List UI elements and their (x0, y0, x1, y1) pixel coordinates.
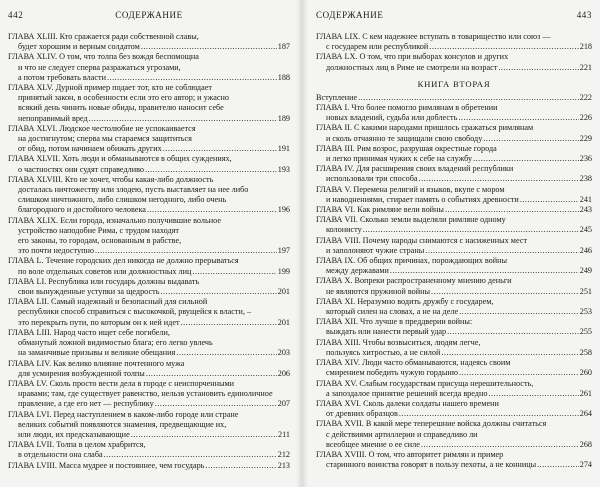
dot-leader (498, 63, 578, 73)
toc-entry-last-line (316, 195, 592, 205)
toc-entry-page-number: 253 (579, 307, 592, 317)
toc-entry-title-line: ГЛАВА XVIII. О том, что авторитет римлян и пример (316, 449, 504, 459)
dot-leader (181, 318, 277, 328)
right-toc-list-book-one (316, 32, 592, 73)
toc-entry-title-line: ГЛАВА XVII. В какой мере теперешние войска должны считаться (316, 419, 547, 429)
toc-entry-last-line (316, 266, 592, 276)
toc-entry (8, 175, 290, 216)
toc-entry-page-number: 213 (277, 460, 290, 470)
toc-entry-title-line: ГЛАВА XIII. Чтобы возвыситься, людям легче, (316, 337, 481, 347)
toc-entry-title-line: ГЛАВА XLIX. Если города, изначально получившие вольное (8, 215, 221, 225)
toc-entry-title-line: ГЛАВА I. Что более помогло римлянам в обретении (316, 103, 498, 113)
toc-entry-title-line: ГЛАВА LVIII. Масса мудрее и постояннее, чем государь (8, 460, 205, 470)
dot-leader (431, 287, 579, 297)
dot-leader (163, 144, 277, 154)
toc-entry-page-number: 201 (277, 287, 290, 297)
toc-entry-title-line: ГЛАВА XIV. Люди часто обманываются, надеясь своим (316, 358, 511, 368)
toc-entry-title-line: ГЛАВА LX. О том, что при выборах консулов и других (316, 52, 509, 62)
dot-leader (421, 440, 579, 450)
toc-entry (8, 52, 290, 83)
left-page-number: 442 (8, 10, 24, 20)
toc-entry-title-line: для усмирения возбужденной толпы (18, 368, 145, 378)
left-running-title: СОДЕРЖАНИЕ (115, 10, 183, 20)
dot-leader (146, 369, 277, 379)
toc-entry-page-number: 260 (579, 368, 592, 378)
toc-entry-last-line (316, 42, 592, 52)
toc-entry (316, 256, 592, 276)
toc-entry-last-line (316, 327, 592, 337)
toc-entry (316, 450, 592, 470)
toc-entry-title-line: ГЛАВА XLVI. Людское честолюбие не успокаивается (8, 123, 196, 133)
toc-entry-title-line: досталась ничтожеству или злодею, пусть выставляет на нее либо (18, 185, 249, 195)
dot-leader (445, 205, 579, 215)
toc-entry-title-line: и что не следует сперва разражаться угрозами, (18, 62, 181, 72)
toc-entry-page-number: 261 (579, 388, 592, 398)
toc-entry-title-line: и наводнениями, стирает память о событиях древности (326, 194, 519, 204)
toc-entry (316, 103, 592, 123)
toc-entry-last-line (8, 42, 290, 52)
toc-entry-last-line (8, 348, 290, 358)
toc-entry-page-number: 191 (277, 144, 290, 154)
dot-leader (363, 225, 579, 235)
toc-entry-title-line: на достигнутом; сперва мы стараемся защититься (18, 134, 192, 144)
toc-entry-last-line (316, 93, 592, 103)
toc-entry-title-line: ГЛАВА XVI. Сколь далеки солдаты нашего времени (316, 398, 499, 408)
toc-entry-title-line: свои вынужденные уступки за щедрость (18, 287, 160, 297)
toc-entry-title-line: и легко принимая чужих к себе на службу (326, 154, 473, 164)
toc-entry-page-number: 229 (579, 133, 592, 143)
dot-leader (520, 195, 579, 205)
toc-entry-title-line: ГЛАВА LVII. Толпа в целом храбрится, (8, 440, 146, 450)
toc-entry-title-line: республики способ справиться с высокочкой, рвущейся к власти, – (18, 307, 252, 317)
toc-entry-title-line: это почти недоступно (18, 246, 94, 256)
toc-entry-title-line: от древних образцов (326, 409, 398, 419)
toc-entry (316, 215, 592, 235)
toc-entry-title-line: ГЛАВА XII. Что лучше в преддверии войны: (316, 317, 473, 327)
toc-entry-page-number: 241 (579, 194, 592, 204)
toc-entry-last-line (316, 205, 592, 215)
dot-leader (205, 461, 276, 471)
toc-entry (316, 379, 592, 399)
dot-leader (459, 307, 579, 317)
toc-entry-page-number: 243 (579, 205, 592, 215)
toc-entry-title-line: ГЛАВА XLVIII. Кто не хочет, чтобы какая-либо должность (8, 174, 214, 184)
toc-entry-title-line: ГЛАВА VI. Как римляне вели войны (316, 205, 444, 215)
toc-entry-title-line: ГЛАВА LIII. Народ часто ищет себе погибели, (8, 327, 170, 337)
dot-leader (458, 113, 578, 123)
toc-entry-title-line: всеобщее мнение о ее силе (326, 439, 420, 449)
toc-entry-last-line (316, 225, 592, 235)
toc-entry-title-line: ГЛАВА XLIII. Кто сражается ради собственной славы, (8, 32, 199, 41)
toc-entry (316, 297, 592, 317)
toc-entry (8, 410, 290, 441)
toc-entry-title-line: принятый закон, в особенности если это его автор; и ужасно (18, 93, 229, 103)
toc-entry-title-line: о частностях они судят справедливо (18, 164, 144, 174)
toc-entry-page-number: 218 (579, 42, 592, 52)
dot-leader (192, 267, 276, 277)
toc-entry-last-line (316, 307, 592, 317)
toc-entry-page-number: 211 (278, 429, 290, 439)
toc-entry (316, 164, 592, 184)
toc-entry-page-number: 249 (579, 266, 592, 276)
toc-entry-last-line (8, 287, 290, 297)
toc-entry-title-line: на заманчивые призывы и великие обещания (18, 348, 176, 358)
dot-leader (147, 205, 277, 215)
toc-entry-title-line: ГЛАВА II. С какими народами пришлось сражаться римлянам (316, 123, 534, 133)
toc-entry-last-line (316, 134, 592, 144)
toc-entry-page-number: 246 (579, 245, 592, 255)
toc-entry-last-line (316, 287, 592, 297)
toc-entry-page-number: 212 (277, 450, 290, 460)
toc-entry-last-line (8, 369, 290, 379)
toc-entry-title-line: ГЛАВА L. Течение городских дел никогда не должно прерываться (8, 256, 239, 266)
toc-entry-title-line: а запоздалое принятие решений всегда вредно (326, 388, 488, 398)
toc-entry-title-line: а потом требовать власти (18, 72, 106, 82)
toc-entry-title-line: или люди, их предсказывающие (18, 429, 130, 439)
toc-entry (316, 317, 592, 337)
dot-leader (358, 93, 579, 103)
toc-entry-title-line: его законы, то городам, основанным в рабстве, (18, 236, 182, 246)
left-running-head (8, 10, 290, 24)
toc-entry-page-number: 251 (579, 286, 592, 296)
toc-entry-last-line (8, 399, 290, 409)
toc-entry (8, 297, 290, 328)
toc-entry-page-number: 189 (277, 113, 290, 123)
dot-leader (155, 399, 277, 409)
toc-entry-last-line (316, 174, 592, 184)
toc-entry-title-line: новых владений, судьба или доблесть (326, 113, 458, 123)
dot-leader (145, 165, 277, 175)
toc-entry-title-line: ГЛАВА LVI. Перед наступлением в каком-либо городе или стране (8, 409, 239, 419)
toc-entry (8, 83, 290, 124)
toc-entry-last-line (316, 348, 592, 358)
toc-entry-title-line: ГЛАВА V. Перемена религий и языков, вкупе с мором (316, 184, 505, 194)
toc-entry (8, 124, 290, 155)
toc-entry-title-line: устройство наподобие Рима, с трудом находят (18, 225, 179, 235)
toc-entry-page-number: 221 (579, 62, 592, 72)
toc-entry-title-line: нравами; там, где существует равенство, нельзя установить единоличное (18, 389, 273, 399)
toc-entry (8, 379, 290, 410)
toc-entry-title-line: от обид, потом начинаем обижать других (18, 144, 162, 154)
toc-entry-title-line: ГЛАВА LIX. С кем надежнее вступать в товарищество или союз — (316, 32, 551, 41)
toc-entry-last-line (8, 318, 290, 328)
dot-leader (104, 450, 277, 460)
dot-leader (131, 430, 277, 440)
toc-entry-page-number: 238 (579, 174, 592, 184)
toc-entry-title-line: между державами (326, 266, 389, 276)
toc-entry (316, 123, 592, 143)
toc-entry-page-number: 268 (579, 439, 592, 449)
toc-entry (8, 359, 290, 379)
toc-entry-page-number: 222 (579, 92, 592, 102)
toc-entry-title-line: ГЛАВА LIV. Как велико влияние почтенного мужа (8, 358, 185, 368)
toc-entry-title-line: всякий день чинить новые обиды, правителю наносит себе (18, 103, 224, 113)
toc-entry-title-line: обманутый ложной видимостью блага; его легко увлечь (18, 338, 213, 348)
toc-entry-title-line: ГЛАВА XI. Неразумно водить дружбу с государем, (316, 296, 494, 306)
toc-entry-last-line (316, 368, 592, 378)
toc-entry-page-number: 245 (579, 225, 592, 235)
toc-entry-title-line: слишком ничтожного, либо слишком негодного, либо очень (18, 195, 227, 205)
toc-entry-title-line: и сколь отчаянно те защищали свою свободу (326, 133, 483, 143)
dot-leader (441, 348, 578, 358)
toc-entry-title-line: который силен на словах, а не на деле (326, 307, 459, 317)
toc-entry-last-line (8, 73, 290, 83)
toc-entry-last-line (8, 165, 290, 175)
toc-entry-title-line: по воле отдельных советов или должностных лиц (18, 266, 192, 276)
dot-leader (176, 348, 276, 358)
toc-entry-title-line: ГЛАВА III. Рим возрос, разрушая окрестные города (316, 143, 497, 153)
toc-entry-last-line (316, 63, 592, 73)
dot-leader (419, 174, 579, 184)
toc-entry (8, 256, 290, 276)
toc-entry-title-line: пользуясь хитростью, а не силой (326, 347, 441, 357)
toc-entry-page-number: 187 (277, 42, 290, 52)
toc-entry-page-number: 188 (277, 72, 290, 82)
toc-entry (316, 52, 592, 72)
toc-entry (316, 419, 592, 450)
toc-entry (8, 277, 290, 297)
toc-entry-page-number: 226 (579, 113, 592, 123)
toc-entry (316, 399, 592, 419)
toc-entry-last-line (316, 440, 592, 450)
toc-entry-title-line: ГЛАВА LI. Республика или государь должны выдавать (8, 276, 200, 286)
toc-entry (316, 205, 592, 215)
toc-entry-last-line (8, 461, 290, 471)
toc-entry (8, 154, 290, 174)
toc-entry-title-line: непоправимый вред (18, 113, 88, 123)
toc-entry-title-line: это перекрыть пути, по которым он к ней идет (18, 317, 180, 327)
dot-leader (399, 409, 579, 419)
toc-entry-title-line: ГЛАВА XLVII. Хоть люди и обманываются в общих суждениях, (8, 154, 232, 164)
toc-entry-last-line (8, 267, 290, 277)
toc-entry-title-line: использовали три способа (326, 174, 418, 184)
toc-entry-page-number: 206 (277, 368, 290, 378)
toc-entry-title-line: ГЛАВА XLV. Дурной пример подает тот, кто не соблюдает (8, 83, 212, 93)
toc-entry-title-line: будет хорошим и верным солдатом (18, 42, 140, 52)
right-running-head (316, 10, 592, 24)
dot-leader (483, 134, 578, 144)
toc-entry (316, 236, 592, 256)
dot-leader (390, 266, 579, 276)
toc-entry-page-number: 201 (277, 317, 290, 327)
toc-entry-title-line: ГЛАВА LII. Самый надежный и безопасный для сильной (8, 297, 208, 307)
toc-entry-last-line (316, 460, 592, 470)
toc-entry-title-line: колонисту (326, 225, 362, 235)
dot-leader (425, 246, 578, 256)
toc-entry-last-line (316, 409, 592, 419)
toc-entry-last-line (8, 144, 290, 154)
toc-entry (8, 461, 290, 471)
toc-entry (8, 216, 290, 257)
toc-entry-last-line (8, 430, 290, 440)
toc-entry-title-line: ГЛАВА LV. Сколь просто вести дела в городе с неиспорченными (8, 378, 235, 388)
toc-entry-title-line: не являются пружиной войны (326, 286, 431, 296)
toc-entry-title-line: выждать или нанести первый удар (326, 327, 447, 337)
dot-leader (447, 327, 579, 337)
dot-leader (537, 460, 579, 470)
toc-entry-title-line: ГЛАВА XV. Слабым государствам присуща нерешительность, (316, 378, 534, 388)
dot-leader (107, 73, 277, 83)
dot-leader (429, 42, 578, 52)
section-heading-book-two: КНИГА ВТОРАЯ (417, 78, 491, 89)
toc-entry-last-line (8, 246, 290, 256)
right-page-number: 443 (576, 10, 592, 20)
toc-entry-page-number: 236 (579, 154, 592, 164)
toc-entry (316, 338, 592, 358)
toc-entry-page-number: 203 (277, 348, 290, 358)
toc-entry-title-line: ГЛАВА X. Вопреки распространенному мнению деньги (316, 276, 512, 286)
right-toc-list-book-two (316, 93, 592, 471)
toc-entry-title-line: ГЛАВА VIII. Почему народы снимаются с насиженных мест (316, 235, 528, 245)
toc-entry-page-number: 193 (277, 164, 290, 174)
toc-entry-page-number: 255 (579, 327, 592, 337)
toc-entry-page-number: 197 (277, 246, 290, 256)
toc-entry-page-number: 264 (579, 409, 592, 419)
dot-leader (473, 154, 579, 164)
toc-entry-title-line: ГЛАВА IV. Для расширения своих владений республики (316, 164, 514, 174)
toc-entry-title-line: с действиями артиллерии и справедливо ли (326, 429, 478, 439)
toc-entry (316, 276, 592, 296)
toc-entry-last-line (8, 205, 290, 215)
dot-leader (141, 42, 277, 52)
toc-entry-title-line: смирением победить чужую гордыню (326, 368, 458, 378)
dot-leader (488, 389, 578, 399)
toc-entry-last-line (316, 389, 592, 399)
toc-entry (8, 328, 290, 359)
dot-leader (89, 114, 277, 124)
dot-leader (160, 287, 276, 297)
toc-entry-last-line (8, 450, 290, 460)
toc-entry-page-number: 274 (579, 460, 592, 470)
toc-entry-title-line: ГЛАВА VII. Сколько земли выделяли римляне одному (316, 215, 506, 225)
toc-entry (316, 358, 592, 378)
left-toc-list (8, 32, 290, 471)
dot-leader (95, 246, 277, 256)
toc-entry-title-line: благородного и достойного человека (18, 205, 146, 215)
right-page (300, 0, 600, 487)
toc-entry-page-number: 207 (277, 399, 290, 409)
toc-entry-title-line: ГЛАВА XLIV. О том, что толпа без вождя беспомощна (8, 52, 199, 62)
dot-leader (459, 368, 579, 378)
toc-entry-title-line: старинного воинства говорят в пользу пехоты, а не конницы (326, 460, 537, 470)
toc-entry (316, 185, 592, 205)
toc-entry-last-line (8, 114, 290, 124)
toc-entry-title-line: правление, а где его нет — республику (18, 399, 154, 409)
toc-entry (8, 440, 290, 460)
toc-entry-page-number: 258 (579, 347, 592, 357)
toc-entry-last-line (316, 113, 592, 123)
toc-entry-page-number: 199 (277, 266, 290, 276)
toc-entry-title-line: и заполоняют чужие страны (326, 245, 425, 255)
toc-entry-title-line: с государем или республикой (326, 42, 429, 52)
toc-entry-title-line: должностных лиц в Риме не смотрели на возраст (326, 62, 498, 72)
toc-entry-page-number: 196 (277, 205, 290, 215)
toc-entry-title-line: великих событий появляются знамения, предвещающие их, (18, 419, 227, 429)
toc-entry-title-line: ГЛАВА IX. Об общих причинах, порождающих войны (316, 256, 508, 266)
toc-entry-last-line (316, 154, 592, 164)
toc-entry-title-line: в отдельности она слаба (18, 450, 103, 460)
toc-entry-title-line: Вступление (316, 92, 358, 102)
toc-entry (316, 93, 592, 103)
toc-entry (316, 144, 592, 164)
right-running-title: СОДЕРЖАНИЕ (316, 10, 384, 20)
toc-entry (8, 32, 290, 52)
toc-entry-last-line (316, 246, 592, 256)
toc-entry (316, 32, 592, 52)
